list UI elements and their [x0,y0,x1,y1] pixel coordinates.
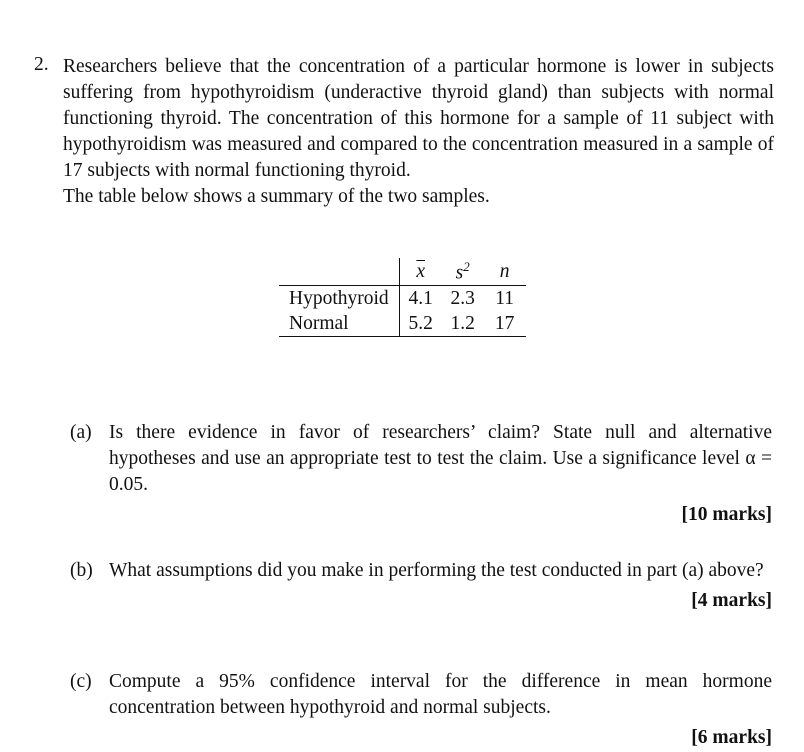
question-2 [34,54,774,210]
part-text: Is there evidence in favor of researchers’ claim? State null and alternative hypotheses and use an appropriate test to test the claim. Use a significance level α = 0.05. [109,422,772,495]
part-c [70,669,772,751]
part-marks: [4 marks] [691,590,772,611]
header-blank [279,258,399,286]
cell-variance: 1.2 [450,312,475,334]
cell-mean: 5.2 [408,312,433,334]
table-row [279,286,526,312]
question-number: 2. [34,54,49,75]
question-paragraph-2: The table below shows a summary of the two samples. [63,186,490,207]
table-row [279,311,526,337]
header-variance [442,258,484,286]
header-variance-base: s [455,262,464,284]
part-marks: [6 marks] [691,727,772,748]
part-a [70,420,772,528]
row-label: Hypothyroid [279,286,399,312]
table-header-row [279,258,526,286]
summary-table [279,258,526,337]
cell-n: 11 [495,287,515,309]
cell-n: 17 [494,312,515,334]
header-n: n [484,258,526,286]
part-text: What assumptions did you make in performing the test conducted in part (a) above? [109,560,764,581]
question-paragraph-1: Researchers believe that the concentration of a particular hormone is lower in subjects suffering from hypothyroidism (underactive thyroid gland) than subjects with normal functioning thyroid. The concentration of this hormone for a sample of 11 subject with hypothyroidism was measured and compared to the concentration measured in a sample of 17 subjects with normal functioning thyroid. [63,56,774,181]
part-label: (a) [70,422,92,443]
question-body [63,54,774,210]
row-label: Normal [279,311,399,337]
cell-variance: 2.3 [450,287,475,309]
cell-mean: 4.1 [408,287,433,309]
header-variance-exp: 2 [463,258,470,274]
part-b [70,558,772,614]
header-mean [399,258,442,286]
header-mean-symbol: $\overline{x}$ [416,260,425,282]
part-marks: [10 marks] [681,504,772,525]
part-text: Compute a 95% confidence interval for the difference in mean hormone concentration between hypothyroid and normal subjects. [109,671,772,718]
part-label: (b) [70,560,93,581]
part-label: (c) [70,671,92,692]
